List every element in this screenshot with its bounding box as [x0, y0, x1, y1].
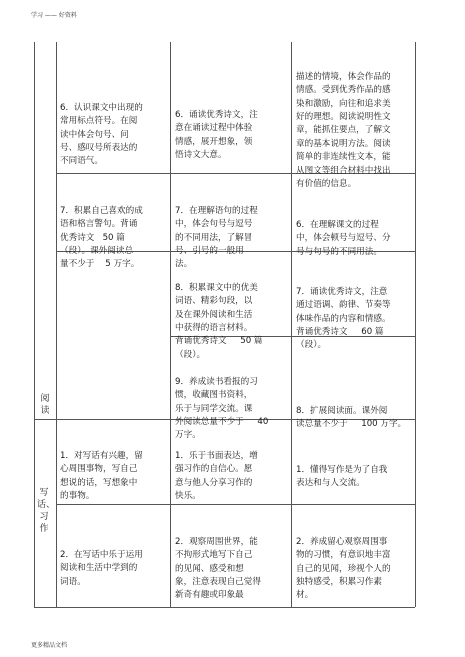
table-border-left [34, 42, 35, 607]
table-cell-r6-c3: 2．养成留心观察周围事 物的习惯，有意识地丰富 自己的见闻，珍视个人的 独特感受，积累习作素 材。 [296, 536, 391, 601]
table-cell-r1-c2: 6．诵读优秀诗文，注 意在诵读过程中体验 情感，展开想象，领 悟诗文大意。 [175, 109, 258, 161]
table-cell-r4-c2: 9．养成读书看报的习 惯，收藏图书资料， 乐于与同学交流。课 外阅读总量不少于 40 万字。 [175, 376, 269, 441]
table-cell-r5-c1: 1．对写话有兴趣，留 心周围事物，写自己 想说的话，写想象中 的事物。 [60, 450, 143, 502]
section-label-reading: 阅读 [40, 394, 50, 416]
table-border-right [415, 42, 416, 607]
table-cell-r2-c2: 7．在理解语句的过程 中，体会句号与逗号 的不同用法，了解冒 号、引号的一般用 法。 [175, 205, 258, 270]
table-cell-r5-c2: 1．乐于书面表达，增 强习作的自信心。愿 意与他人分享习作的 快乐。 [175, 450, 258, 502]
table-cell-r6-c2: 2．观察周围世界，能 不拘形式地写下自己 的见闻、感受和想 象，注意表现自己觉得 新奇有趣或印象最 [175, 536, 261, 601]
section-label-writing: 写话、习作 [37, 488, 56, 534]
table-cell-r2-c3: 6．在理解课文的过程 中，体会顿号与逗号、分 号与句号的不同用法。 [296, 219, 391, 257]
table-cell-r3-c2: 8．积累课文中的优美 词语、精彩句段，以 及在课外阅读和生活 中获得的语言材料。 背诵优秀诗文 50 篇 （段）。 [175, 282, 263, 360]
table-cell-r4-c3: 8．扩展阅读面。课外阅 读总量不少于 100 万字。 [296, 405, 407, 430]
table-cell-r5-c3: 1．懂得写作是为了自我 表达和与人交流。 [296, 464, 388, 489]
column-divider [291, 42, 292, 607]
table-cell-r0-c3: 描述的情境，体会作品的 情感。受到优秀作品的感 染和激励，向往和追求美 好的理想。阅读说明性文 章，能抓住要点，了解文 章的基本说明方法。阅读 简单的非连续性文本，能 从图文等组合材料中找出 有价值的信息。 [296, 71, 391, 190]
table-cell-r1-c1: 6．认识课文中出现的 常用标点符号。在阅 读中体会句号、问 号、感叹号所表达的 不同语气。 [60, 102, 143, 167]
column-divider [170, 42, 171, 607]
table-cell-r3-c3: 7．诵读优秀诗文，注意 通过语调、韵律、节奏等 体味作品的内容和情感。 背诵优秀诗文 60 篇 （段）。 [296, 286, 391, 351]
table-cell-r6-c1: 2．在写话中乐于运用 阅读和生活中学到的 词语。 [60, 549, 143, 587]
table-cell-r2-c1: 7．积累自己喜欢的成 语和格言警句。背诵 优秀诗文 50 篇 （段）。课外阅读总 量不少于 5 万字。 [60, 205, 143, 270]
page-header: 学习 —— 好资料 [31, 12, 77, 19]
column-divider [56, 42, 57, 607]
page-footer: 更多精品文档 [31, 642, 68, 649]
